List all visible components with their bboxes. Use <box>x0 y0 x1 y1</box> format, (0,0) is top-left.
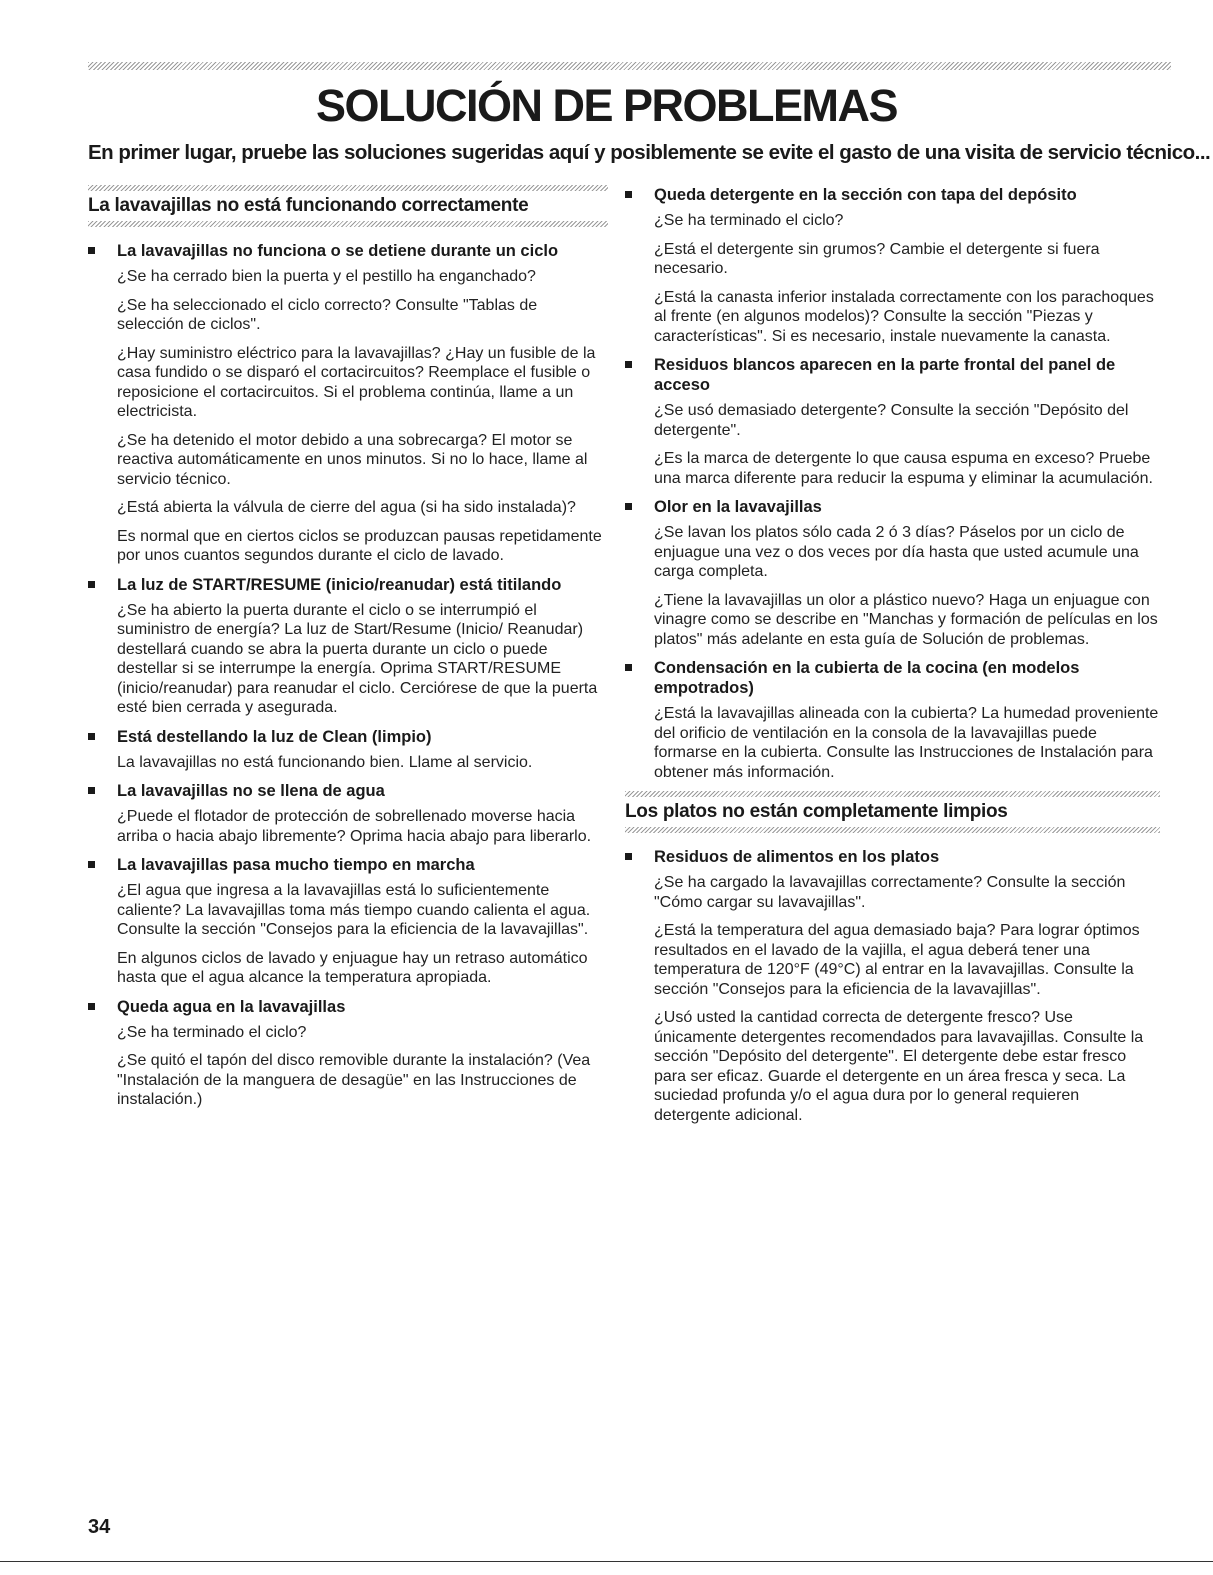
issue-title: La lavavajillas no funciona o se detiene durante un ciclo <box>88 241 608 261</box>
issue-item <box>625 658 1160 782</box>
section-band-top <box>625 791 1160 797</box>
issue-item <box>88 997 608 1110</box>
left-column <box>88 185 608 1119</box>
issue-text: ¿Se ha abierto la puerta durante el ciclo o se interrumpió el suministro de energía? La luz de Start/Resume (Inicio/ Reanudar) destellará cuando se abra la puerta durante un ciclo o puede destellar si se interrumpe la energía. Oprima START/RESUME (inicio/reanudar) para reanudar el ciclo. Cerciórese de que la puerta esté bien cerrada y asegurada. <box>117 601 598 716</box>
intro-text: En primer lugar, pruebe las soluciones sugeridas aquí y posiblemente se evite el gasto de una visita de servicio técnico... <box>88 141 1211 164</box>
issue-text: ¿Se ha terminado el ciclo? <box>117 1023 307 1041</box>
issue-text: ¿Está la canasta inferior instalada correctamente con los parachoques al frente (en algunos modelos)? Consulte la sección "Piezas y características". Si es necesario, instale nuevamente la canasta. <box>654 288 1154 345</box>
issue-text: ¿Está la lavavajillas alineada con la cubierta? La humedad proveniente del orificio de ventilación en la consola de la lavavajillas puede formarse en la cubierta. Consulte las Instrucciones de Instalación para obtener más información. <box>654 705 1159 781</box>
issue-text: ¿Usó usted la cantidad correcta de detergente fresco? Use únicamente detergentes recomendados para lavavajillas. Consulte la sección "Depósito del detergente". El detergente debe estar fresco para ser eficaz. Guarde el detergente en un área fresca y seca. La suciedad profunda y/o el agua dura por lo general requieren detergente adicional. <box>654 1009 1144 1124</box>
issue-title: La luz de START/RESUME (inicio/reanudar) está titilando <box>88 575 608 595</box>
issue-text: ¿Se ha terminado el ciclo? <box>654 212 844 229</box>
issue-text: ¿Se ha detenido el motor debido a una sobrecarga? El motor se reactiva automáticamente en unos minutos. Si no lo hace, llame al servicio técnico. <box>117 431 588 488</box>
issue-title: Condensación en la cubierta de la cocina (en modelos empotrados) <box>625 658 1160 698</box>
page-title: SOLUCIÓN DE PROBLEMAS <box>315 80 898 131</box>
right-column <box>625 185 1160 1134</box>
issue-text: ¿Está la temperatura del agua demasiado baja? Para lograr óptimos resultados en el lavado de la vajilla, el agua deberá tener una temperatura de 120°F (49°C) al entrar en la lavavajillas. Consulte la sección "Consejos para la eficiencia de la lavavajillas". <box>654 922 1140 998</box>
issue-title: Queda agua en la lavavajillas <box>88 997 608 1017</box>
issue-text: La lavavajillas no está funcionando bien. Llame al servicio. <box>117 753 533 771</box>
issue-item <box>625 185 1160 346</box>
issue-item <box>88 241 608 566</box>
section-heading: Los platos no están completamente limpios <box>625 801 1008 822</box>
section-heading: La lavavajillas no está funcionando correctamente <box>88 195 529 216</box>
issue-text: ¿Hay suministro eléctrico para la lavavajillas? ¿Hay un fusible de la casa fundido o se disparó el cortacircuitos? Reemplace el fusible o reposicione el cortacircuitos. Si el problema continúa, llame a un electricista. <box>117 344 596 420</box>
page-number: 34 <box>88 1516 111 1538</box>
issue-item <box>88 575 608 718</box>
issue-title: Está destellando la luz de Clean (limpio) <box>88 727 608 747</box>
section-band-bottom <box>625 827 1160 833</box>
issue-item <box>88 727 608 773</box>
section-header <box>88 185 608 227</box>
issue-title: La lavavajillas no se llena de agua <box>88 781 608 801</box>
section-header <box>625 791 1160 833</box>
issue-title: Residuos blancos aparecen en la parte frontal del panel de acceso <box>625 355 1160 395</box>
issue-text: ¿Se usó demasiado detergente? Consulte la sección "Depósito del detergente". <box>654 402 1129 439</box>
section-band-bottom <box>88 221 608 227</box>
issue-text: Es normal que en ciertos ciclos se produzcan pausas repetidamente por unos cuantos segundos durante el ciclo de lavado. <box>117 527 602 564</box>
issue-text: ¿Se ha cargado la lavavajillas correctamente? Consulte la sección "Cómo cargar su lavavajillas". <box>654 874 1126 911</box>
issue-text: ¿Puede el flotador de protección de sobrellenado moverse hacia arriba o hacia abajo libremente? Oprima hacia abajo para liberarlo. <box>117 808 592 845</box>
issue-title: La lavavajillas pasa mucho tiempo en marcha <box>88 855 608 875</box>
issue-text: ¿Se lavan los platos sólo cada 2 ó 3 días? Páselos por un ciclo de enjuague una vez o dos veces por día hasta que usted acumule una carga completa. <box>654 524 1139 580</box>
issue-text: ¿El agua que ingresa a la lavavajillas está lo suficientemente caliente? La lavavajillas toma más tiempo cuando calienta el agua. Consulte la sección "Consejos para la eficiencia de la lavavajillas". <box>117 882 591 938</box>
issue-text: En algunos ciclos de lavado y enjuague hay un retraso automático hasta que el agua alcance la temperatura apropiada. <box>117 949 588 986</box>
issue-item <box>625 847 1160 1125</box>
issue-item <box>88 781 608 846</box>
issue-text: ¿Se quitó el tapón del disco removible durante la instalación? (Vea "Instalación de la manguera de desagüe" en las Instrucciones de instalación.) <box>117 1052 591 1108</box>
bottom-rule <box>0 1561 1213 1562</box>
issue-text: ¿Tiene la lavavajillas un olor a plástico nuevo? Haga un enjuague con vinagre como se describe en "Manchas y formación de películas en los platos" más adelante en esta guía de Solución de problemas. <box>654 591 1158 648</box>
issue-title: Queda detergente en la sección con tapa del depósito <box>625 185 1160 205</box>
top-decorative-band <box>88 62 1171 70</box>
issue-item <box>625 355 1160 488</box>
issue-text: ¿Está el detergente sin grumos? Cambie el detergente si fuera necesario. <box>654 240 1100 277</box>
issue-item <box>88 855 608 988</box>
issue-title: Residuos de alimentos en los platos <box>625 847 1160 867</box>
issue-text: ¿Está abierta la válvula de cierre del agua (si ha sido instalada)? <box>117 499 576 516</box>
issue-title: Olor en la lavavajillas <box>625 497 1160 517</box>
issue-text: ¿Es la marca de detergente lo que causa espuma en exceso? Pruebe una marca diferente para reducir la espuma y eliminar la acumulación. <box>654 450 1153 487</box>
section-band-top <box>88 185 608 191</box>
issue-text: ¿Se ha cerrado bien la puerta y el pestillo ha enganchado? <box>117 268 536 285</box>
issue-text: ¿Se ha seleccionado el ciclo correcto? Consulte "Tablas de selección de ciclos". <box>117 296 538 333</box>
issue-item <box>625 497 1160 649</box>
